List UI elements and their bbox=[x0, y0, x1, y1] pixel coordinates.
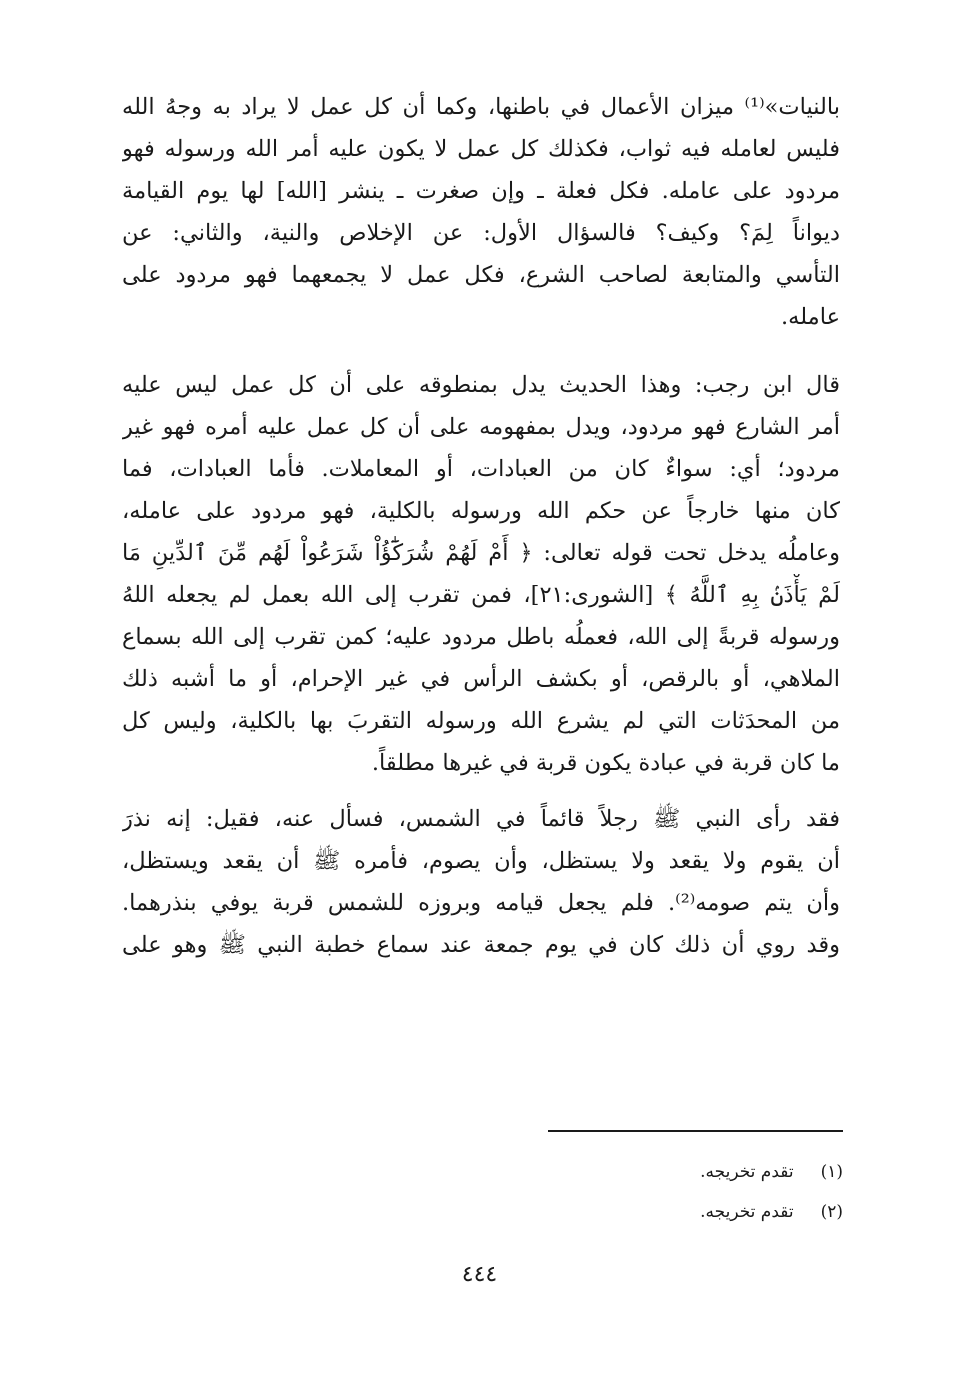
footnote-number: (١) bbox=[820, 1162, 843, 1182]
footnotes bbox=[500, 1152, 843, 1232]
text-line: ورسوله قربةً إلى الله، فعملُه باطل مردود عليه؛ كمن تقرب إلى الله بسماع bbox=[122, 624, 840, 650]
page-number: ٤٤٤ bbox=[461, 1262, 498, 1287]
paragraph-gap bbox=[122, 784, 840, 798]
paragraph-3 bbox=[122, 798, 840, 966]
quran-verse-line: لَمْ يَأْذَنۢ بِهِ ٱللَّهُ ﴾ [الشورى:٢١]، فمن تقرب إلى الله بعمل لم يجعله اللهُ bbox=[122, 582, 840, 608]
text-line: أمر الشارع فهو مردود، ويدل بمفهومه على أن كل عمل عليه أمره فهو غير bbox=[122, 414, 840, 440]
quran-verse-line: وعاملُه يدخل تحت قوله تعالى: ﴿ أَمْ لَهُمْ شُرَكَٰٓؤُاْ شَرَعُواْ لَهُم مِّنَ ٱلدِّينِ مَا bbox=[122, 540, 840, 566]
text-line: بالنيات»⁽¹⁾ ميزان الأعمال في باطنها، وكما أن كل عمل لا يراد به وجهُ الله bbox=[122, 94, 840, 120]
paragraph-gap bbox=[122, 338, 840, 364]
footnote-item bbox=[500, 1192, 843, 1232]
main-text bbox=[122, 86, 840, 966]
text-line: فقد رأى النبي ﷺ رجلاً قائماً في الشمس، فسأل عنه، فقيل: إنه نذرَ bbox=[122, 806, 840, 832]
paragraph-2 bbox=[122, 364, 840, 784]
text-line: عامله. bbox=[781, 304, 840, 330]
text-line: كان منها خارجاً عن حكم الله ورسوله بالكلية، فهو مردود على عامله، bbox=[122, 498, 840, 524]
text-line: فليس لعامله فيه ثواب، فكذلك كل عمل لا يكون عليه أمر الله ورسوله فهو bbox=[122, 136, 840, 162]
footnote-separator bbox=[548, 1130, 843, 1132]
text-line: قال ابن رجب: وهذا الحديث يدل بمنطوقه على أن كل عمل ليس عليه bbox=[122, 372, 840, 398]
footnote-text: تقدم تخريجه. bbox=[700, 1202, 794, 1222]
text-line: أن يقوم ولا يقعد ولا يستظل، وأن يصوم، فأمره ﷺ أن يقعد ويستظل، bbox=[122, 848, 840, 874]
footnote-number: (٢) bbox=[820, 1202, 843, 1222]
text-line: مردود على عامله. فكل فعلة ـ وإن صغرت ـ ينشر [الله] لها يوم القيامة bbox=[122, 178, 840, 204]
text-line: وقد روي أن ذلك كان في يوم جمعة عند سماع خطبة النبي ﷺ وهو على bbox=[122, 932, 840, 958]
footnote-text: تقدم تخريجه. bbox=[700, 1162, 794, 1182]
text-line: التأسي والمتابعة لصاحب الشرع، فكل عمل لا يجمعهما فهو مردود على bbox=[122, 262, 840, 288]
text-line: من المحدَثات التي لم يشرع الله ورسوله التقربَ بها بالكلية، وليس كل bbox=[122, 708, 840, 734]
footnote-item bbox=[500, 1152, 843, 1192]
text-line: مردود؛ أي: سواءٌ كان من العبادات، أو المعاملات. فأما العبادات، فما bbox=[122, 456, 840, 482]
text-line: وأن يتم صومه⁽²⁾. فلم يجعل قيامه وبروزه للشمس قربة يوفي بنذرهما. bbox=[122, 890, 840, 916]
text-line: ما كان قربة في عبادة يكون قربة في غيرها مطلقاً. bbox=[371, 750, 840, 776]
text-line: ديواناً لِمَ؟ وكيف؟ فالسؤال الأول: عن الإخلاص والنية، والثاني: عن bbox=[122, 220, 840, 246]
paragraph-1 bbox=[122, 86, 840, 338]
text-line: الملاهي، أو بالرقص، أو بكشف الرأس في غير الإحرام، أو ما أشبه ذلك bbox=[122, 666, 840, 692]
